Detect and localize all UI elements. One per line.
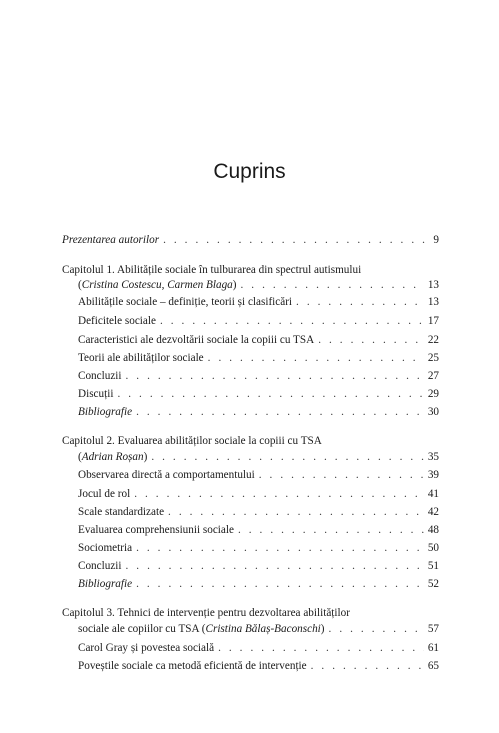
toc-entry-label: Jocul de rol (78, 488, 131, 500)
toc-entry-label: Prezentarea autorilor (62, 234, 160, 246)
dot-leader (241, 277, 424, 293)
toc-entry[interactable] (62, 350, 439, 366)
toc-chapter-1-title[interactable] (62, 262, 439, 278)
dot-leader (126, 368, 424, 384)
toc-entry-label: Capitolul 3. Tehnici de intervenție pentru dezvoltarea abilităților (62, 607, 350, 619)
toc-entry-label: Concluzii (78, 560, 122, 572)
toc-entry-label: Caracteristici ale dezvoltării sociale la copiii cu TSA (78, 334, 315, 346)
toc-entry-text: sociale ale copiilor cu TSA (78, 623, 199, 635)
toc-chapter-1-authors[interactable] (62, 277, 439, 293)
toc-entry-label: (Cristina Costescu, Carmen Blaga) (78, 279, 237, 291)
toc-entry-label: Evaluarea comprehensiunii sociale (78, 524, 234, 536)
dot-leader (151, 449, 424, 465)
toc-entry-label: Bibliografie (78, 406, 133, 418)
toc-entry[interactable] (62, 558, 439, 574)
dot-leader (296, 294, 424, 310)
toc-entry-page: 13 (427, 296, 439, 308)
dot-leader (136, 540, 424, 556)
dot-leader (134, 486, 424, 502)
toc-entry-page: 27 (427, 370, 439, 382)
dot-leader (163, 232, 429, 248)
toc-entry[interactable] (62, 313, 439, 329)
toc-entry-page: 50 (427, 542, 439, 554)
toc-entry-page: 22 (427, 334, 439, 346)
toc-entry[interactable] (62, 332, 439, 348)
toc-entry-label: sociale ale copiilor cu TSA (Cristina Bălaș-Baconschi) (78, 623, 325, 635)
dot-leader (208, 350, 424, 366)
toc-entry-label: Scale standardizate (78, 506, 165, 518)
dot-leader (168, 504, 424, 520)
dot-leader (218, 640, 424, 656)
toc-entry-page: 13 (427, 279, 439, 291)
toc-entry-page: 48 (427, 524, 439, 536)
toc-entry[interactable] (62, 386, 439, 402)
toc-entry-label: Deficitele sociale (78, 315, 156, 327)
dot-leader (318, 332, 424, 348)
toc-entry-page: 29 (427, 388, 439, 400)
dot-leader (136, 404, 424, 420)
toc-entry[interactable] (62, 368, 439, 384)
toc-entry-label: Carol Gray și povestea socială (78, 642, 215, 654)
dot-leader (117, 386, 423, 402)
dot-leader (329, 621, 424, 637)
toc-entry[interactable] (62, 294, 439, 310)
toc-entry-page: 52 (427, 578, 439, 590)
toc-entry-label: (Adrian Roșan) (78, 451, 148, 463)
toc-entry-page: 25 (427, 352, 439, 364)
toc-chapter-2-title[interactable] (62, 433, 439, 449)
toc-entry-page: 39 (427, 469, 439, 481)
dot-leader (160, 313, 424, 329)
toc-entry-label: Sociometria (78, 542, 133, 554)
toc-entry[interactable] (62, 486, 439, 502)
toc-chapter-3-title[interactable] (62, 605, 439, 621)
toc-entry-label: Capitolul 2. Evaluarea abilităților sociale la copiii cu TSA (62, 435, 322, 447)
toc-entry[interactable] (62, 540, 439, 556)
dot-leader (311, 658, 424, 674)
toc-entry-page: 35 (427, 451, 439, 463)
toc-authors: Cristina Bălaș-Baconschi (205, 623, 321, 635)
toc-entry-page: 57 (427, 623, 439, 635)
toc-entry[interactable] (62, 640, 439, 656)
toc-entry[interactable] (62, 404, 439, 420)
dot-leader (126, 558, 424, 574)
toc-entry[interactable] (62, 504, 439, 520)
toc-entry[interactable] (62, 576, 439, 592)
toc-authors: Cristina Costescu, Carmen Blaga (81, 279, 233, 291)
toc-entry[interactable] (62, 658, 439, 674)
toc-entry-page: 17 (427, 315, 439, 327)
toc-chapter-3-authors[interactable] (62, 621, 439, 637)
toc-entry-page: 42 (427, 506, 439, 518)
toc-entry[interactable] (62, 522, 439, 538)
toc-entry-label: Capitolul 1. Abilitățile sociale în tulburarea din spectrul autismului (62, 264, 362, 276)
toc-entry-page: 41 (427, 488, 439, 500)
toc-entry-label: Abilitățile sociale – definiție, teorii și clasificări (78, 296, 293, 308)
toc-entry[interactable] (62, 467, 439, 483)
dot-leader (136, 576, 424, 592)
toc-chapter-2-authors[interactable] (62, 449, 439, 465)
toc-entry-page: 30 (427, 406, 439, 418)
dot-leader (238, 522, 424, 538)
toc-entry-label: Observarea directă a comportamentului (78, 469, 255, 481)
toc-entry-label: Discuții (78, 388, 114, 400)
toc-authors: Adrian Roșan (81, 451, 144, 463)
toc-entry-label: Poveștile sociale ca metodă eficientă de intervenție (78, 660, 307, 672)
toc-entry-label: Teorii ale abilităților sociale (78, 352, 204, 364)
toc-entry-page: 9 (433, 234, 439, 246)
toc-entry-label: Bibliografie (78, 578, 133, 590)
toc-entry-page: 51 (427, 560, 439, 572)
toc-entry-page: 61 (427, 642, 439, 654)
toc-entry-label: Concluzii (78, 370, 122, 382)
toc-entry-page: 65 (427, 660, 439, 672)
page-title: Cuprins (213, 160, 286, 183)
toc-entry-authors-presentation[interactable] (62, 232, 439, 248)
dot-leader (259, 467, 424, 483)
